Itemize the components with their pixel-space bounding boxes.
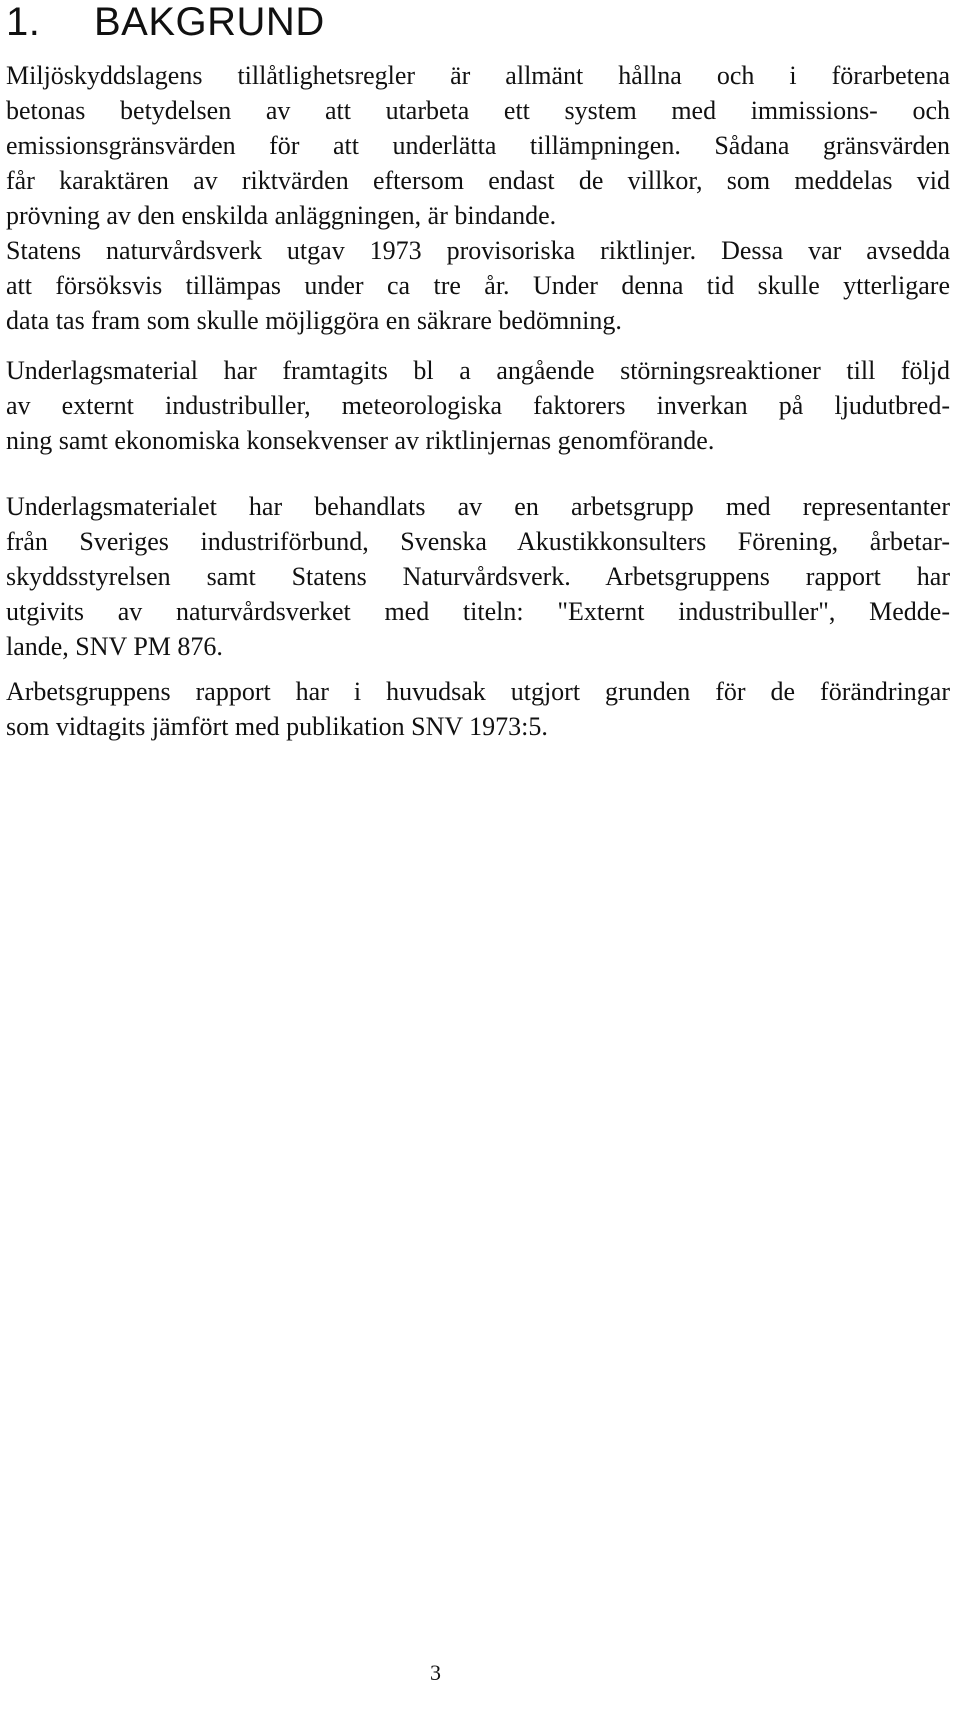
paragraph-line: data tas fram som skulle möjliggöra en säkrare bedömning. <box>6 306 622 335</box>
paragraph-line: att försöksvis tillämpas under ca tre år. Under denna tid skulle ytterligare <box>6 271 950 300</box>
paragraph-line: skyddsstyrelsen samt Statens Naturvårdsverk. Arbetsgruppens rapport har <box>6 562 950 591</box>
paragraph-line: från Sveriges industriförbund, Svenska Akustikkonsulters Förening, årbetar- <box>6 527 950 556</box>
paragraph-line: emissionsgränsvärden för att underlätta tillämpningen. Sådana gränsvärden <box>6 131 950 160</box>
paragraph-line: betonas betydelsen av att utarbeta ett system med immissions- och <box>6 96 950 125</box>
paragraph-background <box>6 58 950 338</box>
paragraph-line: Miljöskyddslagens tillåtlighetsregler är allmänt hållna och i förarbetena <box>6 61 950 90</box>
paragraph-line: utgivits av naturvårdsverket med titeln: "Externt industribuller", Medde- <box>6 597 950 626</box>
paragraph-line: ning samt ekonomiska konsekvenser av riktlinjernas genomförande. <box>6 426 715 455</box>
paragraph-arbetsgrupp <box>6 489 950 664</box>
paragraph-line: av externt industribuller, meteorologiska faktorers inverkan på ljudutbred- <box>6 391 950 420</box>
section-heading <box>6 0 325 44</box>
paragraph-line: prövning av den enskilda anläggningen, är bindande. <box>6 201 557 230</box>
paragraph-line: Underlagsmaterialet har behandlats av en arbetsgrupp med representanter <box>6 492 950 521</box>
paragraph-underlag <box>6 353 950 458</box>
page-number: 3 <box>430 1660 441 1685</box>
paragraph-line: får karaktären av riktvärden eftersom endast de villkor, som meddelas vid <box>6 166 950 195</box>
paragraph-line: Arbetsgruppens rapport har i huvudsak utgjort grunden för de förändringar <box>6 677 950 706</box>
section-number: 1. <box>6 0 41 44</box>
paragraph-line: som vidtagits jämfört med publikation SNV 1973:5. <box>6 712 548 741</box>
paragraph-line: Statens naturvårdsverk utgav 1973 provisoriska riktlinjer. Dessa var avsedda <box>6 236 950 265</box>
paragraph-line: Underlagsmaterial har framtagits bl a angående störningsreaktioner till följd <box>6 356 950 385</box>
paragraph-rapport <box>6 674 950 744</box>
paragraph-line: lande, SNV PM 876. <box>6 632 223 661</box>
section-title: BAKGRUND <box>94 0 325 44</box>
